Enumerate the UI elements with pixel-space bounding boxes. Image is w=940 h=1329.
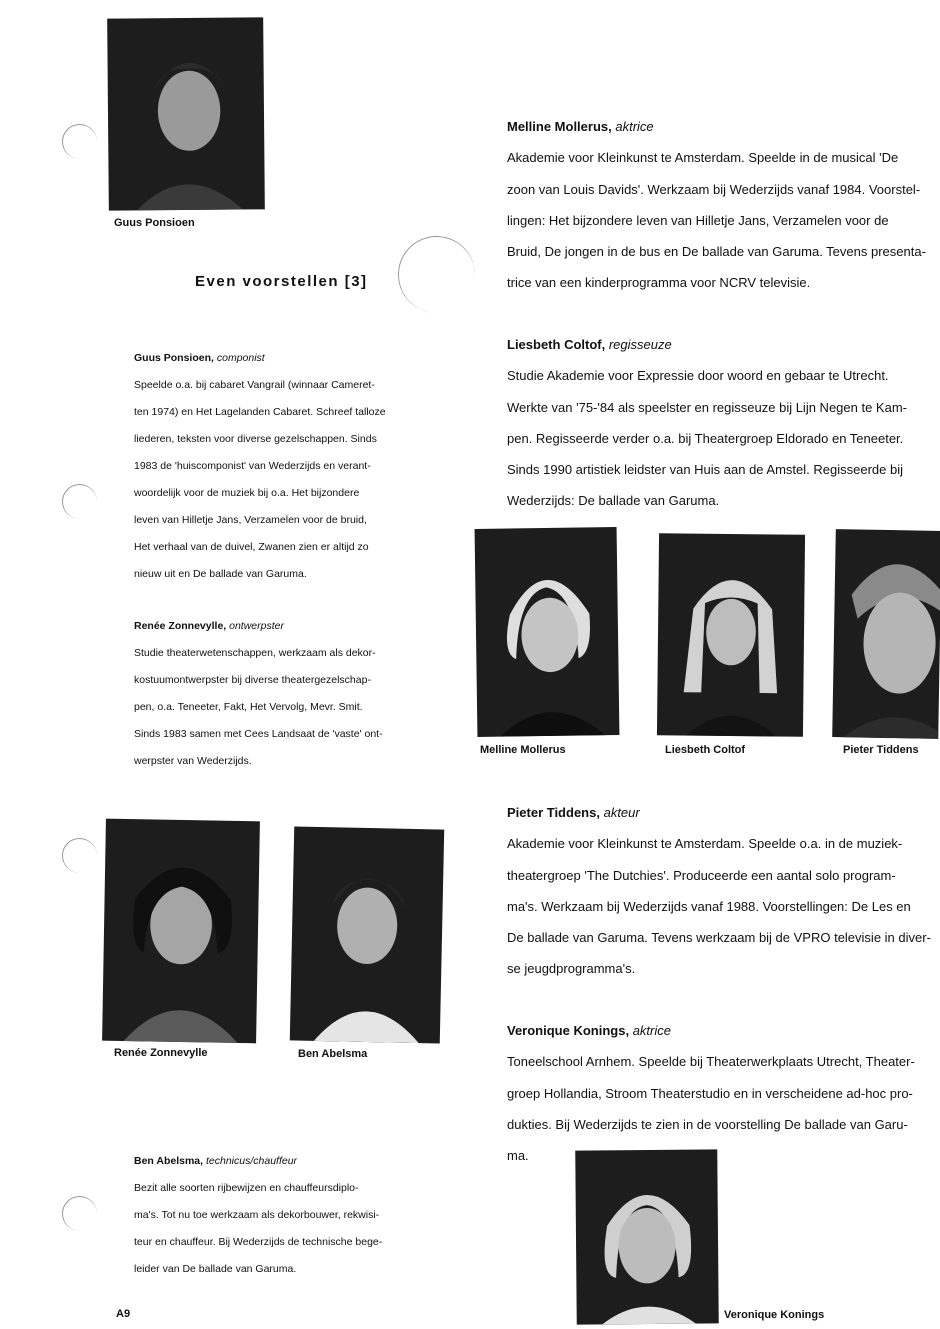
caption-ben-abelsma: Ben Abelsma — [298, 1048, 368, 1060]
bio-line: ma's. Tot nu toe werkzaam als dekorbouwer, rekwisi- — [134, 1209, 380, 1221]
photo-liesbeth-coltof — [657, 533, 805, 737]
bio-line: dukties. Bij Wederzijds te zien in de voorstelling De ballade van Garu- — [507, 1116, 908, 1132]
caption-guus-ponsioen: Guus Ponsioen — [114, 217, 195, 229]
caption-veronique-konings: Veronique Konings — [724, 1309, 825, 1321]
bio-line: leider van De ballade van Garuma. — [134, 1263, 297, 1275]
bio-role: aktrice — [615, 119, 654, 134]
bio-role: componist — [216, 352, 265, 364]
bio-line: liederen, teksten voor diverse gezelschappen. Sinds — [134, 433, 377, 445]
bio-line: Speelde o.a. bij cabaret Vangrail (winnaar Cameret- — [134, 379, 375, 391]
binder-hole-5 — [393, 231, 480, 318]
bio-line: Wederzijds: De ballade van Garuma. — [507, 493, 720, 509]
page-number: A9 — [116, 1308, 131, 1320]
page-title: Even voorstellen [3] — [195, 273, 368, 290]
bio-line: woordelijk voor de muziek bij o.a. Het bijzondere — [134, 487, 360, 499]
bio-name: Pieter Tiddens, — [507, 805, 600, 820]
photo-renee-zonnevylle — [102, 819, 260, 1044]
bio-line: pen. Regisseerde verder o.a. bij Theatergroep Eldorado en Teneeter. — [507, 430, 904, 446]
bio-name: Guus Ponsioen, — [134, 352, 214, 364]
binder-hole-2 — [62, 484, 97, 519]
bio-name: Melline Mollerus, — [507, 119, 612, 134]
bio-veronique-konings — [507, 1015, 915, 1171]
bio-line: kostuumontwerpster bij diverse theatergezelschap- — [134, 674, 371, 686]
bio-liesbeth-coltof — [507, 329, 907, 517]
binder-hole-3 — [62, 838, 97, 873]
bio-line: teur en chauffeur. Bij Wederzijds de technische bege- — [134, 1236, 383, 1248]
bio-line: lingen: Het bijzondere leven van Hilletje Jans, Verzamelen voor de — [507, 212, 889, 228]
bio-role: ontwerpster — [229, 620, 284, 632]
bio-name: Veronique Konings, — [507, 1023, 630, 1038]
bio-line: se jeugdprogramma's. — [507, 961, 636, 977]
bio-line: Akademie voor Kleinkunst te Amsterdam. Speelde in de musical 'De — [507, 150, 899, 166]
bio-line: Akademie voor Kleinkunst te Amsterdam. Speelde o.a. in de muziek- — [507, 836, 903, 852]
bio-line: trice van een kinderprogramma voor NCRV televisie. — [507, 275, 811, 291]
bio-line: De ballade van Garuma. Tevens werkzaam bij de VPRO televisie in diver- — [507, 930, 931, 946]
bio-line: ma. — [507, 1148, 529, 1164]
bio-line: Bezit alle soorten rijbewijzen en chauffeursdiplo- — [134, 1182, 359, 1194]
binder-hole-4 — [62, 1196, 97, 1231]
caption-pieter-tiddens: Pieter Tiddens — [843, 744, 919, 756]
photo-guus-ponsioen — [107, 17, 265, 210]
bio-line: werpster van Wederzijds. — [134, 755, 252, 767]
bio-line: ten 1974) en Het Lagelanden Cabaret. Schreef talloze — [134, 406, 386, 418]
bio-line: zoon van Louis Davids'. Werkzaam bij Wederzijds vanaf 1984. Voorstel- — [507, 181, 921, 197]
bio-line: Toneelschool Arnhem. Speelde bij Theaterwerkplaats Utrecht, Theater- — [507, 1054, 915, 1070]
bio-pieter-tiddens — [507, 797, 931, 985]
binder-hole-1 — [62, 124, 97, 159]
photo-veronique-konings — [575, 1149, 719, 1324]
bio-role: akteur — [603, 805, 640, 820]
bio-line: ma's. Werkzaam bij Wederzijds vanaf 1988. Voorstellingen: De Les en — [507, 898, 911, 914]
bio-line: pen, o.a. Teneeter, Fakt, Het Vervolg, Mevr. Smit. — [134, 701, 363, 713]
bio-melline-mollerus — [507, 111, 926, 299]
photo-ben-abelsma — [290, 826, 444, 1043]
bio-line: Studie theaterwetenschappen, werkzaam als dekor- — [134, 647, 376, 659]
bio-guus-ponsioen — [134, 345, 386, 588]
bio-role: aktrice — [632, 1023, 671, 1038]
caption-liesbeth-coltof: Liesbeth Coltof — [665, 744, 746, 756]
bio-ben-abelsma — [134, 1148, 382, 1283]
bio-line: theatergroep 'The Dutchies'. Produceerde een aantal solo program- — [507, 867, 896, 883]
bio-line: Sinds 1983 samen met Cees Landsaat de 'vaste' ont- — [134, 728, 383, 740]
bio-line: leven van Hilletje Jans, Verzamelen voor de bruid, — [134, 514, 367, 526]
bio-line: Werkte van '75-'84 als speelster en regisseuze bij Lijn Negen te Kam- — [507, 399, 907, 415]
bio-line: 1983 de 'huiscomponist' van Wederzijds en verant- — [134, 460, 371, 472]
bio-role: regisseuze — [608, 337, 672, 352]
caption-renee-zonnevylle: Renée Zonnevylle — [114, 1047, 208, 1059]
bio-renee-zonnevylle — [134, 613, 383, 775]
bio-line: Bruid, De jongen in de bus en De ballade van Garuma. Tevens presenta- — [507, 244, 926, 260]
caption-melline-mollerus: Melline Mollerus — [480, 744, 566, 756]
bio-name: Renée Zonnevylle, — [134, 620, 227, 632]
bio-name: Liesbeth Coltof, — [507, 337, 606, 352]
bio-line: Studie Akademie voor Expressie door woord en gebaar te Utrecht. — [507, 368, 889, 384]
photo-pieter-tiddens — [832, 529, 940, 739]
bio-line: Het verhaal van de duivel, Zwanen zien er altijd zo — [134, 541, 369, 553]
bio-line: nieuw uit en De ballade van Garuma. — [134, 568, 307, 580]
bio-line: groep Hollandia, Stroom Theaterstudio en in verscheidene ad-hoc pro- — [507, 1085, 913, 1101]
bio-line: Sinds 1990 artistiek leidster van Huis aan de Amstel. Regisseerde bij — [507, 462, 903, 478]
photo-melline-mollerus — [475, 527, 620, 737]
bio-name: Ben Abelsma, — [134, 1155, 204, 1167]
bio-role: technicus/chauffeur — [205, 1155, 298, 1167]
